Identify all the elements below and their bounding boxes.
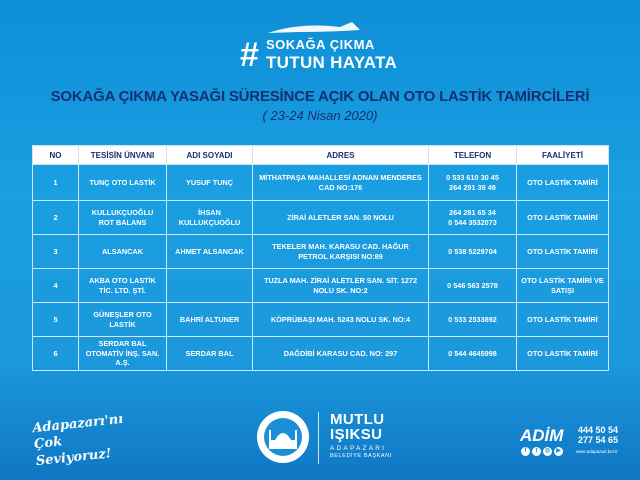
adim-contact	[520, 424, 630, 464]
cell-name: KULLUKÇUOĞLU ROT BALANS	[79, 201, 167, 235]
adim-phone-line2: 277 54 65	[578, 435, 619, 445]
footer-slogan	[32, 411, 137, 470]
cell-no: 2	[33, 201, 79, 235]
cell-address: MİTHATPAŞA MAHALLESİ ADNAN MENDERES CAD NO:176	[253, 165, 429, 201]
table-row	[33, 201, 609, 235]
youtube-icon[interactable]: ▶	[554, 447, 563, 456]
cell-person: BAHRİ ALTUNER	[167, 303, 253, 337]
mayor-name-line2: IŞIKSU	[330, 426, 383, 443]
cell-phone: 0 533 2533892	[429, 303, 517, 337]
logo-line2: TUTUN HAYATA	[266, 53, 398, 72]
table-row	[33, 269, 609, 303]
cell-activity: OTO LASTİK TAMİRİ	[517, 165, 609, 201]
table-row	[33, 165, 609, 201]
adim-logo: ADİM	[520, 426, 564, 445]
cell-phone: 0 533 610 30 45 264 291 39 49	[429, 165, 517, 201]
logo-line1: SOKAĞA ÇIKMA	[266, 37, 375, 52]
emblem-minaret-left	[269, 430, 271, 449]
page-subtitle: ( 23-24 Nisan 2020)	[262, 108, 378, 123]
emblem-building	[271, 440, 295, 449]
slogan-line1: Adapazarı'nı	[31, 411, 124, 437]
cell-person: İHSAN KULLUKÇUOĞLU	[167, 201, 253, 235]
adim-website[interactable]: www.adapazari.bel.tr	[576, 449, 618, 454]
mayor-title: BELEDİYE BAŞKANI	[330, 453, 392, 459]
table-row	[33, 303, 609, 337]
cell-phone: 0 544 4645998	[429, 337, 517, 371]
social-icons	[521, 447, 563, 456]
cell-no: 3	[33, 235, 79, 269]
sokaga-cikma-logo	[0, 22, 640, 74]
cell-activity: OTO LASTİK TAMİRİ	[517, 235, 609, 269]
cell-activity: OTO LASTİK TAMİRİ	[517, 201, 609, 235]
cell-phone: 0 538 5229704	[429, 235, 517, 269]
repair-shops-table	[32, 145, 609, 371]
column-header-phone: TELEFON	[429, 146, 517, 165]
footer-divider	[318, 412, 319, 464]
cell-address: TEKELER MAH. KARASU CAD. HAĞUR PETROL KARŞISI NO:89	[253, 235, 429, 269]
municipality-emblem-icon	[256, 410, 310, 464]
cell-phone: 264 281 65 34 0 544 3532073	[429, 201, 517, 235]
instagram-icon[interactable]: ◎	[544, 448, 551, 454]
logo-hashtag: #	[240, 36, 259, 74]
adim-phone-line1: 444 50 54	[578, 425, 619, 435]
cell-activity: OTO LASTİK TAMİRİ	[517, 337, 609, 371]
cell-person	[167, 269, 253, 303]
cell-name: GÜNEŞLER OTO LASTİK	[79, 303, 167, 337]
cell-no: 1	[33, 165, 79, 201]
twitter-icon[interactable]: t	[532, 447, 541, 456]
column-header-no: NO	[33, 146, 79, 165]
column-header-person: ADI SOYADI	[167, 146, 253, 165]
emblem-minaret-right	[295, 430, 297, 449]
cell-activity: OTO LASTİK TAMİRİ	[517, 303, 609, 337]
cell-no: 5	[33, 303, 79, 337]
cell-name: AKBA OTO LASTİK TİC. LTD. ŞTİ.	[79, 269, 167, 303]
cell-person: SERDAR BAL	[167, 337, 253, 371]
cell-phone: 0 546 563 2578	[429, 269, 517, 303]
column-header-activity: FAALİYETİ	[517, 146, 609, 165]
table-header-row	[33, 146, 609, 165]
cell-person: YUSUF TUNÇ	[167, 165, 253, 201]
cell-address: ZİRAİ ALETLER SAN. 50 NOLU	[253, 201, 429, 235]
cell-address: TUZLA MAH. ZİRAİ ALETLER SAN. SİT. 1272 NOLU SK. NO:2	[253, 269, 429, 303]
cell-name: TUNÇ OTO LASTİK	[79, 165, 167, 201]
cell-address: DAĞDİBİ KARASU CAD. NO: 297	[253, 337, 429, 371]
column-header-address: ADRES	[253, 146, 429, 165]
mayor-city: ADAPAZARI	[330, 445, 387, 452]
cell-activity: OTO LASTİK TAMİRİ VE SATIŞI	[517, 269, 609, 303]
adim-phone	[578, 425, 618, 445]
mayor-name-line1: MUTLU	[330, 411, 385, 428]
table-row	[33, 337, 609, 371]
cell-person: AHMET ALSANCAK	[167, 235, 253, 269]
facebook-icon[interactable]: f	[521, 447, 530, 456]
cell-no: 6	[33, 337, 79, 371]
page-title: SOKAĞA ÇIKMA YASAĞI SÜRESİNCE AÇIK OLAN OTO LASTİK TAMİRCİLERİ	[50, 88, 590, 105]
cell-name: ALSANCAK	[79, 235, 167, 269]
cell-no: 4	[33, 269, 79, 303]
column-header-name: TESİSİN ÜNVANI	[79, 146, 167, 165]
logo-swoosh	[268, 22, 360, 33]
slogan-line2: Çok Seviyoruz!	[33, 434, 113, 469]
cell-address: KÖPRÜBAŞI MAH. 5243 NOLU SK. NO:4	[253, 303, 429, 337]
cell-name: SERDAR BAL OTOMATİV İNŞ. SAN. A.Ş.	[79, 337, 167, 371]
table-row	[33, 235, 609, 269]
mayor-signature	[330, 412, 410, 459]
